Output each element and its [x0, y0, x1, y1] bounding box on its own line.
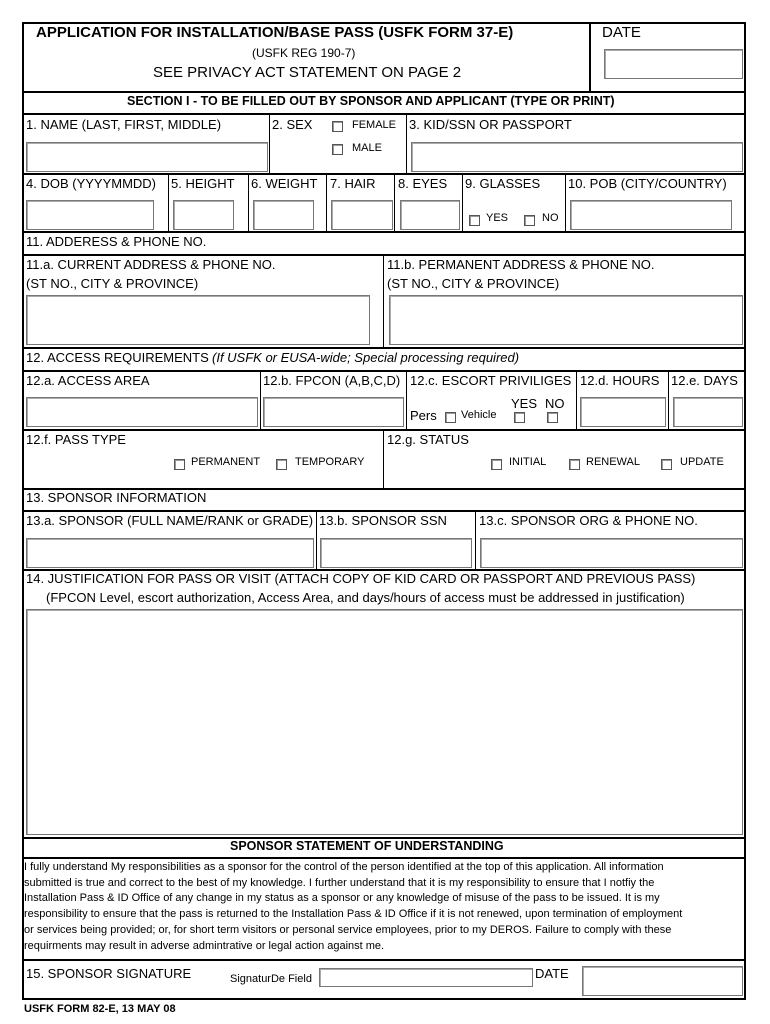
- dob-label: 4. DOB (YYYYMMDD): [26, 176, 157, 191]
- access-area-field[interactable]: [26, 397, 258, 427]
- update-label: UPDATE: [680, 456, 724, 468]
- eyes-label: 8. EYES: [398, 176, 448, 191]
- access-note: (If USFK or EUSA-wide; Special processing required): [212, 350, 520, 365]
- statement-line: or services being provided; or, for short term visitors or personal service employees, prior to my DEROS. Failure to comply with these: [24, 923, 672, 936]
- sponsor-ssn-label: 13.b. SPONSOR SSN: [319, 513, 447, 528]
- permanent-label: PERMANENT: [191, 456, 261, 468]
- glasses-no-label: NO: [542, 212, 559, 224]
- date-label: DATE: [602, 24, 641, 41]
- sex-label: 2. SEX: [272, 117, 313, 132]
- permanent-address-label: 11.b. PERMANENT ADDRESS & PHONE NO.: [387, 257, 655, 272]
- form-title: APPLICATION FOR INSTALLATION/BASE PASS (USFK FORM 37-E): [36, 24, 514, 41]
- permanent-address-sub: (ST NO., CITY & PROVINCE): [387, 276, 560, 291]
- height-label: 5. HEIGHT: [171, 176, 235, 191]
- female-label: FEMALE: [352, 119, 397, 131]
- signature-label: 15. SPONSOR SIGNATURE: [26, 966, 192, 981]
- glasses-no-checkbox[interactable]: [524, 215, 535, 226]
- permanent-address-field[interactable]: [389, 295, 743, 345]
- days-field[interactable]: [673, 397, 743, 427]
- weight-field[interactable]: [253, 200, 314, 230]
- statement-line: Installation Pass & ID Office of any change in my status as a sponsor or any knowledge of misuse of the pass to be issued. It is my: [24, 892, 660, 905]
- glasses-yes-label: YES: [486, 212, 509, 224]
- kid-label: 3. KID/SSN OR PASSPORT: [409, 117, 572, 132]
- male-label: MALE: [352, 142, 382, 154]
- weight-label: 6. WEIGHT: [251, 176, 318, 191]
- pob-label: 10. POB (CITY/COUNTRY): [568, 176, 727, 191]
- justification-label: 14. JUSTIFICATION FOR PASS OR VISIT (ATTACH COPY OF KID CARD OR PASSPORT AND PREVIOUS PASS): [26, 571, 696, 586]
- name-field[interactable]: [26, 142, 268, 172]
- privacy-statement: SEE PRIVACY ACT STATEMENT ON PAGE 2: [153, 64, 462, 81]
- hair-field[interactable]: [331, 200, 393, 230]
- eyes-field[interactable]: [400, 200, 460, 230]
- header-date-field[interactable]: [604, 49, 743, 79]
- statement-text: [24, 860, 746, 954]
- days-label: 12.e. DAYS: [671, 373, 738, 388]
- fpcon-field[interactable]: [263, 397, 404, 427]
- female-checkbox[interactable]: [332, 121, 343, 132]
- sponsor-name-label: 13.a. SPONSOR (FULL NAME/RANK or GRADE): [26, 513, 314, 528]
- glasses-yes-checkbox[interactable]: [469, 215, 480, 226]
- justification-field[interactable]: [26, 609, 743, 835]
- kid-field[interactable]: [411, 142, 743, 172]
- statement-line: responsibility to ensure that the pass is returned to the Installation Pass & ID Office if it is not renewed, upon termination of employment: [24, 908, 683, 921]
- dob-field[interactable]: [26, 200, 154, 230]
- signature-field[interactable]: [319, 968, 533, 987]
- current-address-field[interactable]: [26, 295, 370, 345]
- section1-title: SECTION I - TO BE FILLED OUT BY SPONSOR AND APPLICANT (TYPE OR PRINT): [127, 94, 615, 108]
- pers-checkbox[interactable]: [445, 412, 456, 423]
- sponsor-org-label: 13.c. SPONSOR ORG & PHONE NO.: [479, 513, 698, 528]
- temporary-checkbox[interactable]: [276, 459, 287, 470]
- initial-checkbox[interactable]: [491, 459, 502, 470]
- justification-sub: (FPCON Level, escort authorization, Access Area, and days/hours of access must be addressed in justification): [46, 590, 685, 605]
- address-label: 11. ADDERESS & PHONE NO.: [26, 234, 207, 249]
- escort-yes-label: YES: [511, 396, 538, 411]
- current-address-label: 11.a. CURRENT ADDRESS & PHONE NO.: [26, 257, 276, 272]
- escort-label: 12.c. ESCORT PRIVILIGES: [410, 373, 572, 388]
- glasses-label: 9. GLASSES: [465, 176, 541, 191]
- signature-field-label: SignaturDe Field: [230, 973, 312, 985]
- pers-label: Pers: [410, 408, 437, 423]
- initial-label: INITIAL: [509, 456, 547, 468]
- vehicle-label: Vehicle: [461, 409, 497, 421]
- form-id: USFK FORM 82-E, 13 MAY 08: [24, 1003, 176, 1015]
- renewal-label: RENEWAL: [586, 456, 640, 468]
- escort-yes-checkbox[interactable]: [514, 412, 525, 423]
- hours-field[interactable]: [580, 397, 666, 427]
- form-subtitle: (USFK REG 190-7): [252, 46, 356, 60]
- access-label: 12. ACCESS REQUIREMENTS: [26, 350, 209, 365]
- statement-line: submitted is true and correct to the best of my knowledge. I further understand that it is my responsibility to ensure that I notfiy the: [24, 876, 655, 889]
- name-label: 1. NAME (LAST, FIRST, MIDDLE): [26, 117, 222, 132]
- sponsor-org-field[interactable]: [480, 538, 743, 568]
- pob-field[interactable]: [570, 200, 732, 230]
- male-checkbox[interactable]: [332, 144, 343, 155]
- pass-type-label: 12.f. PASS TYPE: [26, 432, 126, 447]
- escort-no-label: NO: [545, 396, 565, 411]
- sponsor-name-field[interactable]: [26, 538, 314, 568]
- signature-date-label: DATE: [535, 966, 569, 981]
- renewal-checkbox[interactable]: [569, 459, 580, 470]
- statement-title: SPONSOR STATEMENT OF UNDERSTANDING: [230, 839, 504, 853]
- hours-label: 12.d. HOURS: [580, 373, 660, 388]
- escort-no-checkbox[interactable]: [547, 412, 558, 423]
- sponsor-ssn-field[interactable]: [320, 538, 472, 568]
- statement-line: requirments may result in adverse admintrative or legal action against me.: [24, 939, 385, 952]
- statement-line: I fully understand My responsibilities as a sponsor for the control of the person identified at the top of this application. All information: [24, 861, 664, 873]
- height-field[interactable]: [173, 200, 234, 230]
- access-area-label: 12.a. ACCESS AREA: [26, 373, 150, 388]
- signature-date-field[interactable]: [582, 966, 743, 996]
- hair-label: 7. HAIR: [330, 176, 376, 191]
- temporary-label: TEMPORARY: [295, 456, 365, 468]
- permanent-checkbox[interactable]: [174, 459, 185, 470]
- fpcon-label: 12.b. FPCON (A,B,C,D): [263, 373, 401, 388]
- sponsor-info-label: 13. SPONSOR INFORMATION: [26, 490, 207, 505]
- update-checkbox[interactable]: [661, 459, 672, 470]
- status-label: 12.g. STATUS: [387, 432, 469, 447]
- current-address-sub: (ST NO., CITY & PROVINCE): [26, 276, 199, 291]
